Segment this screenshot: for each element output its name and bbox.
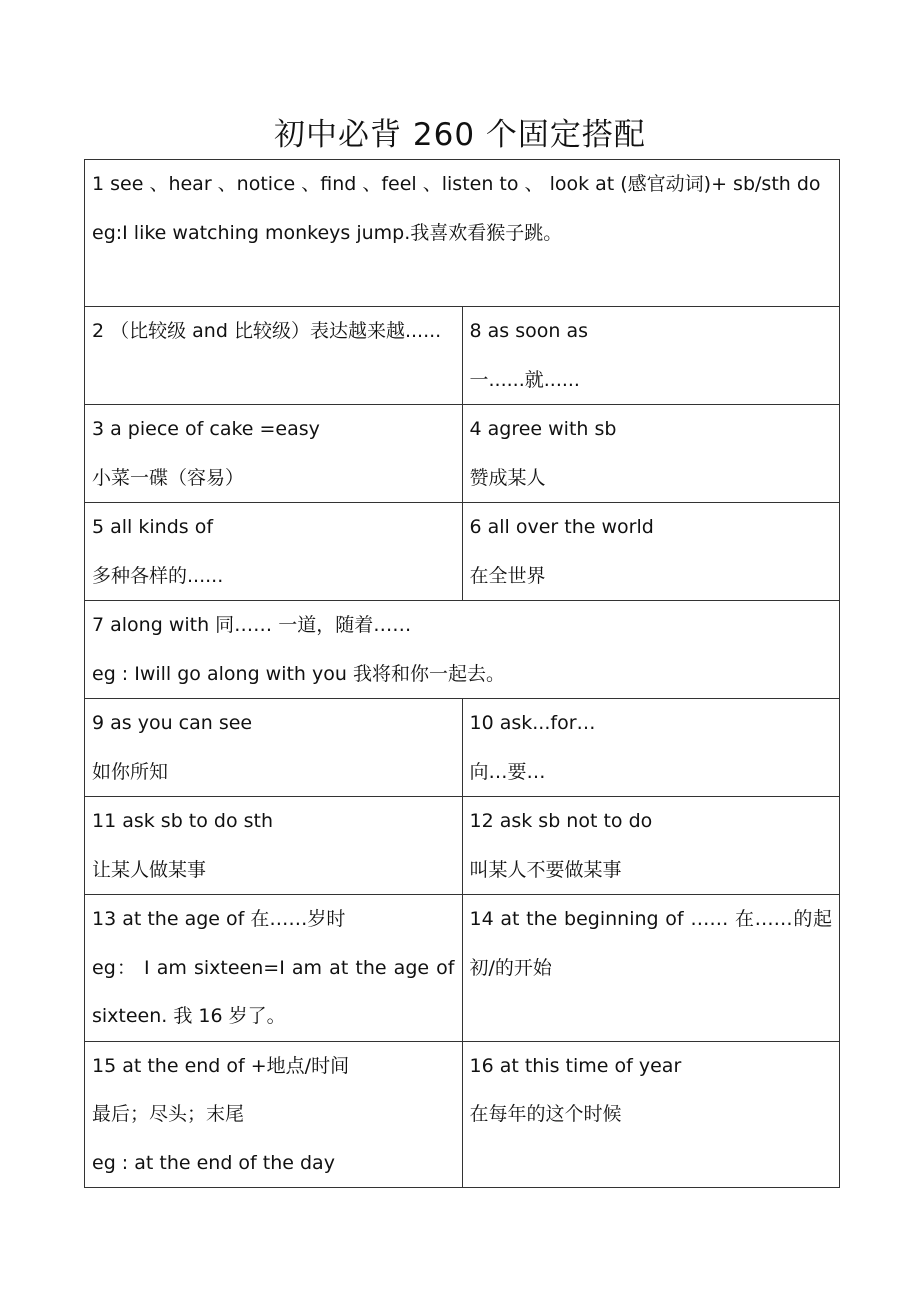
table-row [85,797,840,895]
phrase-text: 13 at the age of 在……岁时 [92,908,346,930]
meaning-text: 在全世界 [469,564,546,587]
phrase-text: 4 agree with sb [469,418,617,440]
table-row [85,503,840,601]
phrase-text: 11 ask sb to do sth [92,810,274,832]
phrase-text: 14 at the beginning of …… 在……的起初/的开始 [469,908,832,979]
example-text: eg： I am sixteen=I am at the age of sixteen. 我 16 岁了。 [92,956,455,1027]
meaning-text: 让某人做某事 [92,858,207,881]
meaning-text: 多种各样的...... [92,564,224,587]
meaning-text: 叫某人不要做某事 [469,858,622,881]
phrase-text: 12 ask sb not to do [469,810,653,832]
phrase-text: 7 along with 同…… 一道，随着…… [92,614,412,636]
meaning-text: 最后；尽头；末尾 [92,1103,245,1125]
meaning-text: 小菜一碟（容易） [92,466,245,489]
table-row [85,160,840,307]
table-row [85,1041,840,1188]
phrase-text: 16 at this time of year [469,1054,682,1077]
table-cell [462,307,840,405]
phrase-table [84,159,840,1188]
phrase-text: 15 at the end of +地点/时间 [92,1054,350,1077]
phrase-text: 1 see 、hear 、notice 、find 、feel 、listen to 、 look at (感官动词)+ sb/sth do [92,173,821,195]
table-cell [462,797,840,895]
meaning-text: 如你所知 [92,760,169,783]
table-cell [85,1041,463,1188]
table-cell [85,503,463,601]
table-cell [85,797,463,895]
table-row [85,307,840,405]
table-cell [462,895,840,1042]
phrase-text: 9 as you can see [92,712,253,734]
table-cell [462,503,840,601]
meaning-text: 向…要… [469,760,546,783]
table-cell [85,160,840,307]
phrase-text: 6 all over the world [469,516,654,538]
table-row [85,895,840,1042]
table-row [85,601,840,699]
meaning-text: 赞成某人 [469,466,546,489]
example-text: eg:I like watching monkeys jump.我喜欢看猴子跳。 [92,221,563,244]
meaning-text: 在每年的这个时候 [469,1103,622,1125]
table-cell [85,405,463,503]
example-text: eg : Iwill go along with you 我将和你一起去。 [92,662,505,685]
table-cell [462,405,840,503]
table-cell [85,895,463,1042]
table-cell [462,699,840,797]
phrase-text: 5 all kinds of [92,516,214,538]
table-cell [462,1041,840,1188]
table-cell [85,601,840,699]
phrase-text: 8 as soon as [469,320,588,342]
example-text: eg : at the end of the day [92,1151,335,1174]
phrase-text: 3 a piece of cake =easy [92,418,320,440]
phrase-text: 2 （比较级 and 比较级）表达越来越...... [92,320,442,342]
phrase-text: 10 ask...for… [469,712,596,734]
table-cell [85,307,463,405]
meaning-text: 一......就...... [469,368,580,391]
table-row [85,699,840,797]
page-title: 初中必背 260 个固定搭配 [274,117,646,153]
table-cell [85,699,463,797]
table-row [85,405,840,503]
